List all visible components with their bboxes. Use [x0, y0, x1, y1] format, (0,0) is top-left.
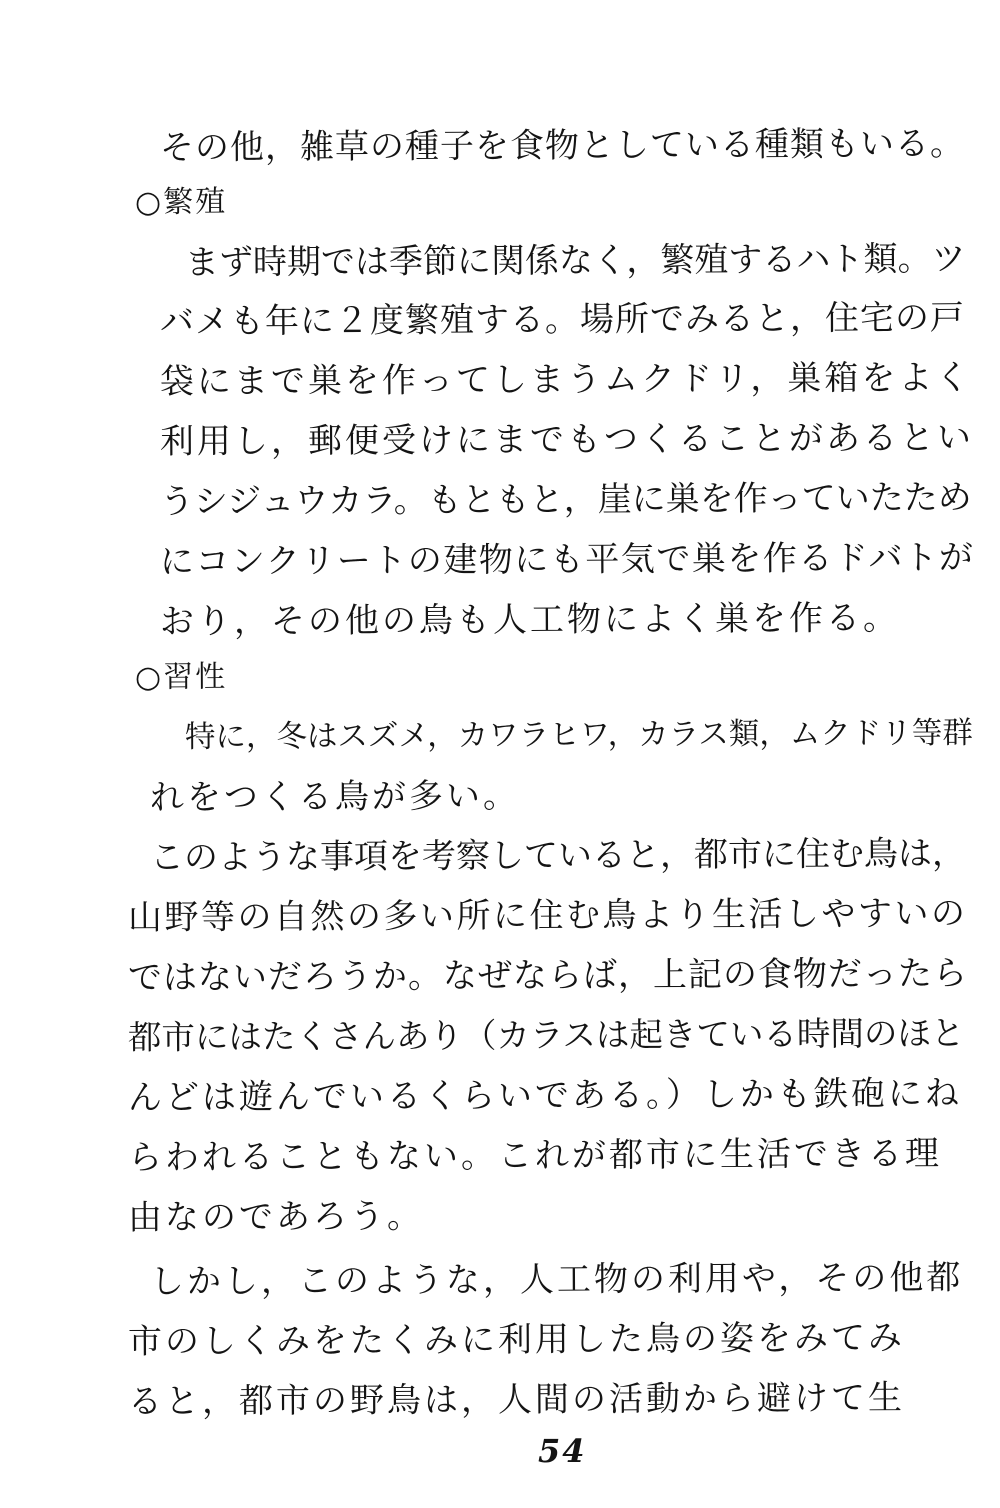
section-heading-breeding: ○繁殖 [134, 184, 228, 220]
text-line-16: 都市にはたくさんあり（カラスは起きている時間のほと [127, 1013, 965, 1057]
text-line-18: らわれることもない。これが都市に生活できる理 [127, 1133, 943, 1178]
text-line-6: 利用し，郵便受けにまでもつくることがあるとい [159, 417, 975, 462]
text-line-5: 袋にまで巣を作ってしまうムクドリ，巣箱をよく [159, 357, 973, 402]
text-line-21: 市のしくみをたくみに利用した鳥の姿をみてみ [127, 1317, 906, 1362]
text-line-17: んどは遊んでいるくらいである。）しかも鉄砲にね [127, 1073, 963, 1118]
text-line-15: ではないだろうか。なぜならば，上記の食物だったら [127, 953, 969, 998]
text-line-1: その他，雑草の種子を食物としている種類もいる。 [159, 123, 966, 168]
text-line-11: 特に，冬はスズメ，カワラヒワ，カラス類，ムクドリ等群 [184, 715, 973, 755]
page-number: 54 [538, 1432, 587, 1470]
text-line-12: れをつくる鳥が多い。 [149, 776, 521, 818]
text-line-4: バメも年に２度繁殖する。場所でみると，住宅の戸 [159, 297, 966, 342]
text-line-14: 山野等の自然の多い所に住む鳥より生活しやすいの [127, 893, 968, 938]
section-heading-habits: ○習性 [134, 659, 228, 695]
text-line-22: ると，都市の野鳥は，人間の活動から避けて生 [127, 1377, 906, 1422]
text-line-13: このような事項を考察していると，都市に住む鳥は， [149, 833, 967, 878]
text-line-3: まず時期では季節に関係なく，繁殖するハト類。ツ [184, 238, 966, 283]
text-line-9: おり，その他の鳥も人工物によく巣を作る。 [159, 598, 901, 642]
text-line-20: しかし，このような，人工物の利用や，その他都 [149, 1257, 964, 1302]
text-line-8: にコンクリートの建物にも平気で巣を作るドバトが [159, 537, 975, 582]
text-line-7: うシジュウカラ。もともと，崖に巣を作っていたため [159, 477, 972, 522]
text-line-19: 由なのであろう。 [127, 1196, 425, 1238]
